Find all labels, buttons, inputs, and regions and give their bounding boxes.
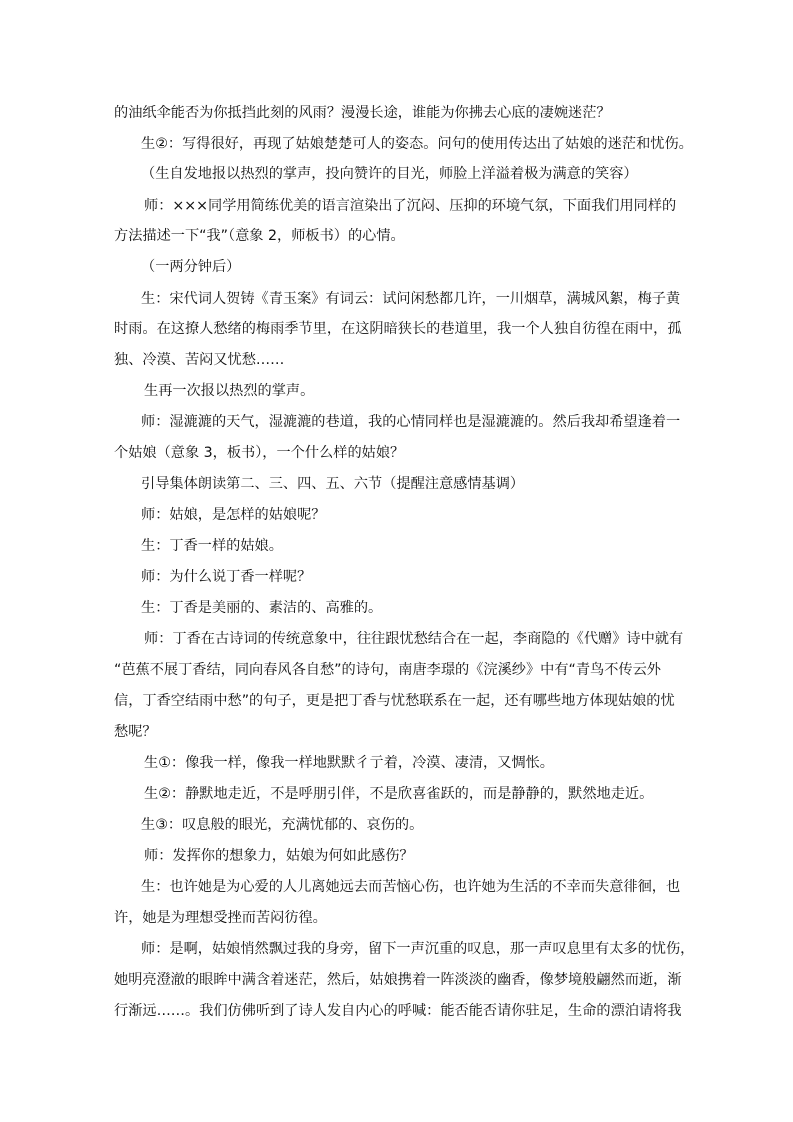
text-line: “芭蕉不展丁香结，同向春风各自愁”的诗句，南唐李璟的《浣溪纱》中有“青鸟不传云外 bbox=[114, 662, 661, 678]
text-line: 师：湿漉漉的天气，湿漉漉的巷道，我的心情同样也是湿漉漉的。然后我却希望逢着一 bbox=[141, 414, 681, 430]
text-line: 生②：写得很好，再现了姑娘楚楚可人的姿态。问句的使用传达出了姑娘的迷茫和忧伤。 bbox=[141, 136, 693, 152]
text-line: 许，她是为理想受挫而苦闷彷徨。 bbox=[114, 910, 327, 926]
text-line: 生：宋代词人贺铸《青玉案》有词云：试问闲愁都几许，一川烟草，满城风絮，梅子黄 bbox=[141, 291, 681, 307]
text-line: 生再一次报以热烈的掌声。 bbox=[144, 383, 315, 399]
text-line: 生：丁香一样的姑娘。 bbox=[141, 538, 283, 554]
text-line: 行渐远……。我们仿佛听到了诗人发自内心的呼喊：能否能否请你驻足，生命的漂泊请将我 bbox=[114, 1003, 682, 1019]
text-line: 她明亮澄澈的眼眸中满含着迷茫，然后，姑娘携着一阵淡淡的幽香，像梦境般翩然而逝，渐 bbox=[114, 972, 682, 988]
text-line: 师：发挥你的想象力，姑娘为何如此感伤？ bbox=[144, 848, 414, 864]
text-line: 的油纸伞能否为你抵挡此刻的风雨？漫漫长途，谁能为你拂去心底的凄婉迷茫？ bbox=[114, 105, 611, 121]
text-line: 独、冷漠、苦闷又忧愁…… bbox=[114, 352, 285, 368]
text-line: 生②：静默地走近，不是呼朋引伴，不是欣喜雀跃的，而是静静的，默然地走近。 bbox=[144, 786, 654, 802]
text-line: 生：丁香是美丽的、素洁的、高雅的。 bbox=[141, 600, 383, 616]
text-line: 方法描述一下“我”（意象 2，师板书）的心情。 bbox=[114, 228, 405, 244]
text-line: 师：丁香在古诗词的传统意象中，往往跟忧愁结合在一起，李商隐的《代赠》诗中就有 bbox=[144, 631, 684, 647]
text-line: 个姑娘（意象 3，板书），一个什么样的姑娘？ bbox=[114, 445, 405, 461]
text-line: 生①：像我一样，像我一样地默默彳亍着，冷漠、凄清，又惆怅。 bbox=[144, 755, 554, 771]
text-line: 师：×××同学用简练优美的语言渲染出了沉闷、压抑的环境气氛，下面我们用同样的 bbox=[144, 198, 677, 214]
text-line: 愁呢？ bbox=[114, 724, 157, 740]
text-line: 引导集体朗读第二、三、四、五、六节（提醒注意感情基调） bbox=[141, 476, 525, 492]
text-line: 师：姑娘，是怎样的姑娘呢？ bbox=[141, 507, 326, 523]
text-line: （一两分钟后） bbox=[141, 259, 241, 275]
text-line: 时雨。在这撩人愁绪的梅雨季节里，在这阴暗狭长的巷道里，我一个人独自彷徨在雨中，孤 bbox=[114, 321, 682, 337]
text-line: 师：是啊，姑娘悄然飘过我的身旁，留下一声沉重的叹息，那一声叹息里有太多的忧伤， bbox=[141, 941, 695, 957]
text-line: 信，丁香空结雨中愁”的句子，更是把丁香与忧愁联系在一起，还有哪些地方体现姑娘的忧 bbox=[114, 693, 675, 709]
text-line: （生自发地报以热烈的掌声，投向赞许的目光，师脸上洋溢着极为满意的笑容） bbox=[141, 166, 638, 182]
text-line: 生：也许她是为心爱的人儿离她远去而苦恼心伤，也许她为生活的不幸而失意徘徊，也 bbox=[141, 879, 681, 895]
text-line: 师：为什么说丁香一样呢？ bbox=[141, 569, 312, 585]
text-line: 生③：叹息般的眼光，充满忧郁的、哀伤的。 bbox=[141, 817, 424, 833]
